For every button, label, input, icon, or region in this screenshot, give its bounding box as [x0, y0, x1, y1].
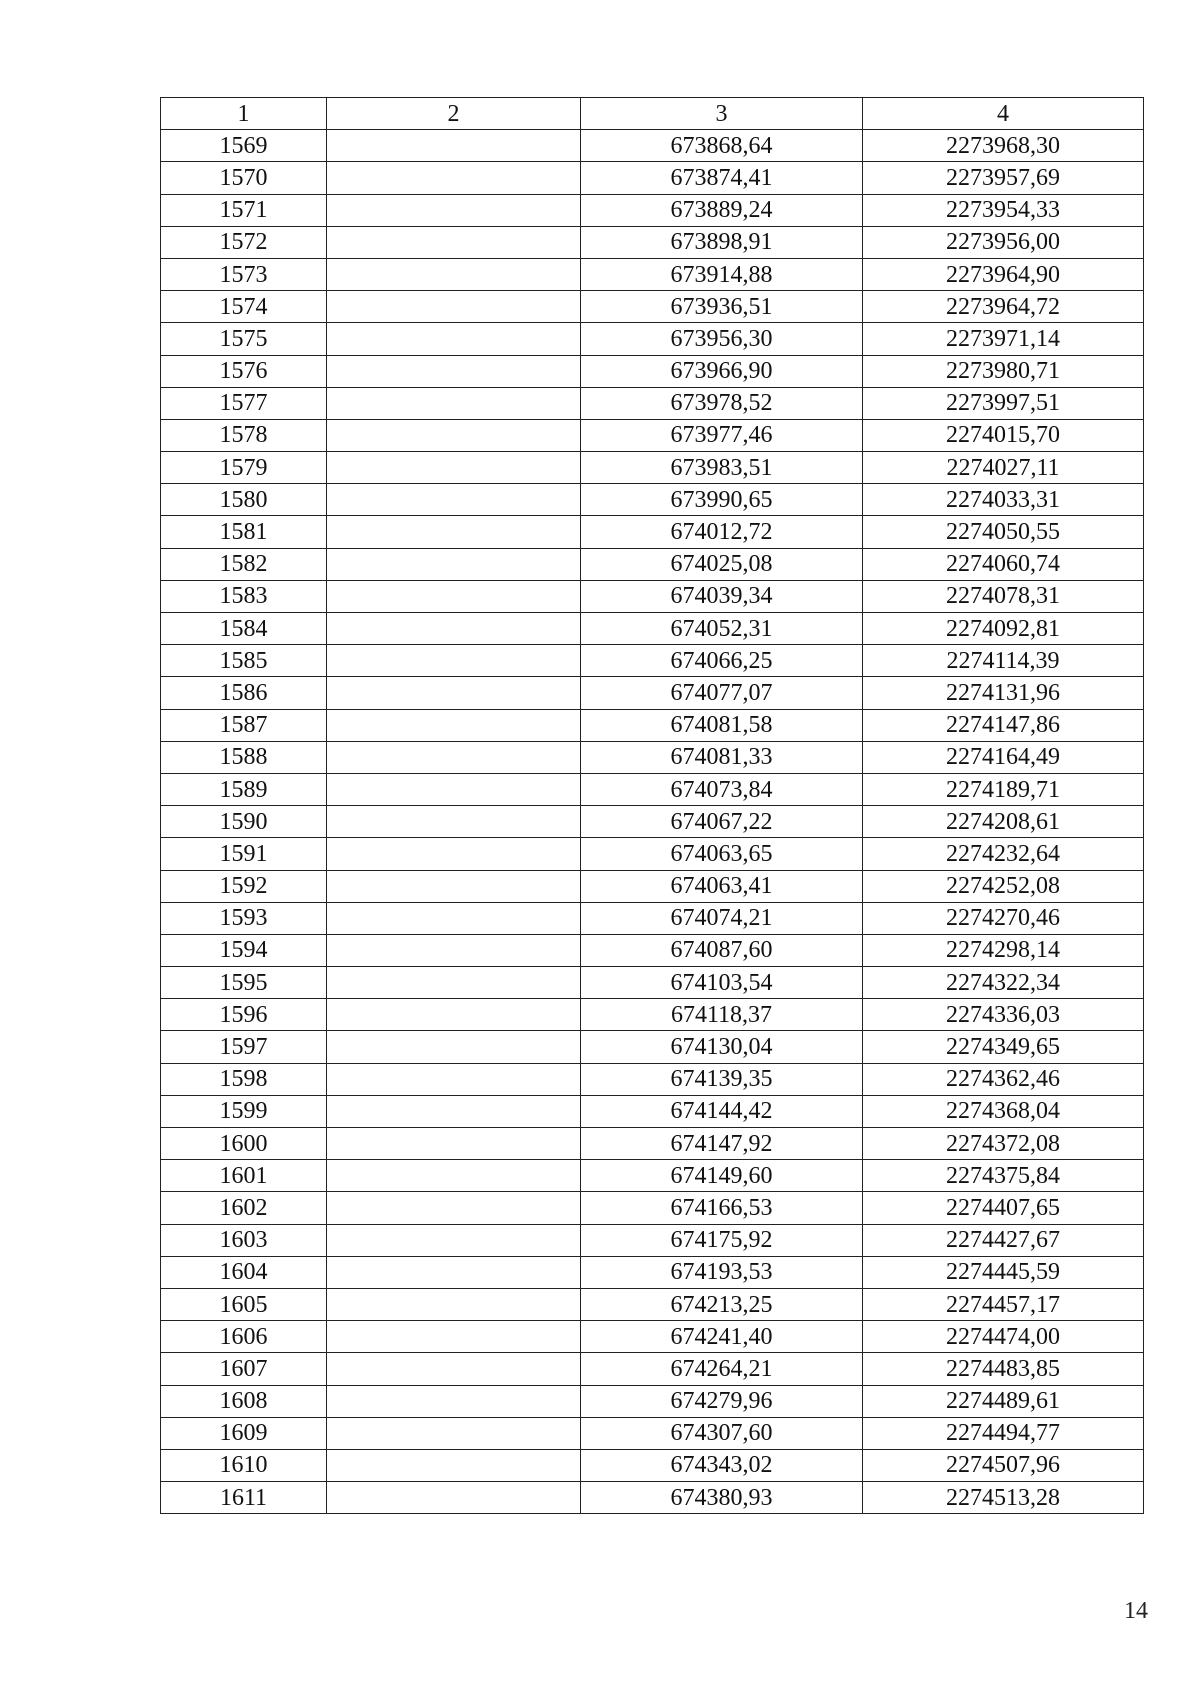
y-coordinate-cell: 2274027,11: [863, 452, 1144, 484]
x-coordinate-cell: 674081,58: [581, 709, 863, 741]
y-coordinate-cell: 2273971,14: [863, 323, 1144, 355]
table-row: [161, 355, 1144, 387]
x-coordinate-cell: 674077,07: [581, 677, 863, 709]
x-coordinate-cell: 674063,65: [581, 838, 863, 870]
point-number-cell: 1591: [161, 838, 327, 870]
y-coordinate-cell: 2274232,64: [863, 838, 1144, 870]
table-row: [161, 645, 1144, 677]
y-coordinate-cell: 2273980,71: [863, 355, 1144, 387]
point-number-cell: 1605: [161, 1288, 327, 1320]
x-coordinate-cell: 673990,65: [581, 484, 863, 516]
table-row: [161, 677, 1144, 709]
column-2-cell: [327, 1482, 581, 1514]
table-row: [161, 1031, 1144, 1063]
point-number-cell: 1590: [161, 806, 327, 838]
table-row: [161, 162, 1144, 194]
table-row: [161, 1353, 1144, 1385]
point-number-cell: 1594: [161, 934, 327, 966]
point-number-cell: 1578: [161, 419, 327, 451]
column-2-cell: [327, 516, 581, 548]
column-2-cell: [327, 387, 581, 419]
x-coordinate-cell: 674279,96: [581, 1385, 863, 1417]
header-cell-1: 1: [161, 98, 327, 130]
table-row: [161, 1482, 1144, 1514]
column-2-cell: [327, 806, 581, 838]
x-coordinate-cell: 674213,25: [581, 1288, 863, 1320]
y-coordinate-cell: 2274368,04: [863, 1095, 1144, 1127]
column-2-cell: [327, 1031, 581, 1063]
point-number-cell: 1581: [161, 516, 327, 548]
y-coordinate-cell: 2273964,90: [863, 258, 1144, 290]
table-row: [161, 1417, 1144, 1449]
column-2-cell: [327, 934, 581, 966]
point-number-cell: 1608: [161, 1385, 327, 1417]
point-number-cell: 1575: [161, 323, 327, 355]
column-2-cell: [327, 130, 581, 162]
table-row: [161, 806, 1144, 838]
table-row: [161, 1095, 1144, 1127]
table-row: [161, 1256, 1144, 1288]
table-row: [161, 1321, 1144, 1353]
point-number-cell: 1573: [161, 258, 327, 290]
table-row: [161, 1224, 1144, 1256]
y-coordinate-cell: 2274489,61: [863, 1385, 1144, 1417]
table-row: [161, 934, 1144, 966]
point-number-cell: 1596: [161, 999, 327, 1031]
column-2-cell: [327, 1321, 581, 1353]
y-coordinate-cell: 2273956,00: [863, 226, 1144, 258]
table-row: [161, 1160, 1144, 1192]
column-2-cell: [327, 452, 581, 484]
x-coordinate-cell: 674380,93: [581, 1482, 863, 1514]
table-row: [161, 902, 1144, 934]
table-row: [161, 580, 1144, 612]
column-2-cell: [327, 419, 581, 451]
x-coordinate-cell: 673874,41: [581, 162, 863, 194]
column-2-cell: [327, 902, 581, 934]
y-coordinate-cell: 2274270,46: [863, 902, 1144, 934]
table-row: [161, 194, 1144, 226]
y-coordinate-cell: 2274298,14: [863, 934, 1144, 966]
y-coordinate-cell: 2274033,31: [863, 484, 1144, 516]
x-coordinate-cell: 674039,34: [581, 580, 863, 612]
x-coordinate-cell: 674052,31: [581, 613, 863, 645]
y-coordinate-cell: 2274060,74: [863, 548, 1144, 580]
point-number-cell: 1610: [161, 1449, 327, 1481]
x-coordinate-cell: 674175,92: [581, 1224, 863, 1256]
table-row: [161, 1288, 1144, 1320]
x-coordinate-cell: 674081,33: [581, 741, 863, 773]
y-coordinate-cell: 2274252,08: [863, 870, 1144, 902]
column-2-cell: [327, 1385, 581, 1417]
table-row: [161, 291, 1144, 323]
table-row: [161, 1385, 1144, 1417]
y-coordinate-cell: 2273957,69: [863, 162, 1144, 194]
y-coordinate-cell: 2273964,72: [863, 291, 1144, 323]
point-number-cell: 1577: [161, 387, 327, 419]
column-2-cell: [327, 773, 581, 805]
point-number-cell: 1601: [161, 1160, 327, 1192]
column-2-cell: [327, 1449, 581, 1481]
y-coordinate-cell: 2274483,85: [863, 1353, 1144, 1385]
x-coordinate-cell: 674264,21: [581, 1353, 863, 1385]
column-2-cell: [327, 1192, 581, 1224]
column-2-cell: [327, 613, 581, 645]
point-number-cell: 1607: [161, 1353, 327, 1385]
column-2-cell: [327, 1224, 581, 1256]
y-coordinate-cell: 2274147,86: [863, 709, 1144, 741]
y-coordinate-cell: 2274372,08: [863, 1128, 1144, 1160]
table-row: [161, 548, 1144, 580]
x-coordinate-cell: 674087,60: [581, 934, 863, 966]
y-coordinate-cell: 2274050,55: [863, 516, 1144, 548]
table-row: [161, 773, 1144, 805]
y-coordinate-cell: 2274494,77: [863, 1417, 1144, 1449]
y-coordinate-cell: 2274078,31: [863, 580, 1144, 612]
y-coordinate-cell: 2274164,49: [863, 741, 1144, 773]
y-coordinate-cell: 2274092,81: [863, 613, 1144, 645]
table-row: [161, 1449, 1144, 1481]
table-row: [161, 1128, 1144, 1160]
x-coordinate-cell: 674103,54: [581, 967, 863, 999]
point-number-cell: 1580: [161, 484, 327, 516]
table-header-row: [161, 98, 1144, 130]
column-2-cell: [327, 1353, 581, 1385]
column-2-cell: [327, 1128, 581, 1160]
table-row: [161, 1192, 1144, 1224]
column-2-cell: [327, 870, 581, 902]
x-coordinate-cell: 674012,72: [581, 516, 863, 548]
x-coordinate-cell: 674144,42: [581, 1095, 863, 1127]
point-number-cell: 1599: [161, 1095, 327, 1127]
y-coordinate-cell: 2274474,00: [863, 1321, 1144, 1353]
point-number-cell: 1602: [161, 1192, 327, 1224]
column-2-cell: [327, 645, 581, 677]
point-number-cell: 1606: [161, 1321, 327, 1353]
table-row: [161, 452, 1144, 484]
x-coordinate-cell: 673978,52: [581, 387, 863, 419]
column-2-cell: [327, 1417, 581, 1449]
table-row: [161, 226, 1144, 258]
y-coordinate-cell: 2274189,71: [863, 773, 1144, 805]
column-2-cell: [327, 1160, 581, 1192]
column-2-cell: [327, 1288, 581, 1320]
point-number-cell: 1582: [161, 548, 327, 580]
x-coordinate-cell: 674139,35: [581, 1063, 863, 1095]
column-2-cell: [327, 291, 581, 323]
column-2-cell: [327, 741, 581, 773]
table-row: [161, 258, 1144, 290]
x-coordinate-cell: 674149,60: [581, 1160, 863, 1192]
point-number-cell: 1603: [161, 1224, 327, 1256]
column-2-cell: [327, 258, 581, 290]
y-coordinate-cell: 2273968,30: [863, 130, 1144, 162]
x-coordinate-cell: 674066,25: [581, 645, 863, 677]
point-number-cell: 1583: [161, 580, 327, 612]
point-number-cell: 1592: [161, 870, 327, 902]
y-coordinate-cell: 2274336,03: [863, 999, 1144, 1031]
point-number-cell: 1570: [161, 162, 327, 194]
x-coordinate-cell: 673868,64: [581, 130, 863, 162]
y-coordinate-cell: 2274322,34: [863, 967, 1144, 999]
column-2-cell: [327, 1063, 581, 1095]
point-number-cell: 1584: [161, 613, 327, 645]
table-row: [161, 323, 1144, 355]
point-number-cell: 1611: [161, 1482, 327, 1514]
y-coordinate-cell: 2274457,17: [863, 1288, 1144, 1320]
y-coordinate-cell: 2274131,96: [863, 677, 1144, 709]
x-coordinate-cell: 673956,30: [581, 323, 863, 355]
x-coordinate-cell: 673983,51: [581, 452, 863, 484]
x-coordinate-cell: 674130,04: [581, 1031, 863, 1063]
x-coordinate-cell: 674118,37: [581, 999, 863, 1031]
coordinates-table: [160, 97, 1144, 1514]
x-coordinate-cell: 674307,60: [581, 1417, 863, 1449]
y-coordinate-cell: 2273997,51: [863, 387, 1144, 419]
header-cell-3: 3: [581, 98, 863, 130]
point-number-cell: 1585: [161, 645, 327, 677]
column-2-cell: [327, 548, 581, 580]
point-number-cell: 1571: [161, 194, 327, 226]
y-coordinate-cell: 2274362,46: [863, 1063, 1144, 1095]
y-coordinate-cell: 2274427,67: [863, 1224, 1144, 1256]
x-coordinate-cell: 673914,88: [581, 258, 863, 290]
table-row: [161, 709, 1144, 741]
y-coordinate-cell: 2274507,96: [863, 1449, 1144, 1481]
column-2-cell: [327, 677, 581, 709]
point-number-cell: 1587: [161, 709, 327, 741]
page-number: 14: [1124, 1598, 1148, 1624]
x-coordinate-cell: 673889,24: [581, 194, 863, 226]
x-coordinate-cell: 674343,02: [581, 1449, 863, 1481]
x-coordinate-cell: 674241,40: [581, 1321, 863, 1353]
x-coordinate-cell: 673936,51: [581, 291, 863, 323]
column-2-cell: [327, 162, 581, 194]
table-row: [161, 613, 1144, 645]
x-coordinate-cell: 674074,21: [581, 902, 863, 934]
y-coordinate-cell: 2274407,65: [863, 1192, 1144, 1224]
point-number-cell: 1576: [161, 355, 327, 387]
point-number-cell: 1604: [161, 1256, 327, 1288]
column-2-cell: [327, 999, 581, 1031]
column-2-cell: [327, 323, 581, 355]
x-coordinate-cell: 674147,92: [581, 1128, 863, 1160]
point-number-cell: 1597: [161, 1031, 327, 1063]
table-row: [161, 516, 1144, 548]
coordinates-table-body: [161, 98, 1144, 1514]
table-row: [161, 419, 1144, 451]
y-coordinate-cell: 2274114,39: [863, 645, 1144, 677]
y-coordinate-cell: 2274513,28: [863, 1482, 1144, 1514]
x-coordinate-cell: 673898,91: [581, 226, 863, 258]
point-number-cell: 1595: [161, 967, 327, 999]
y-coordinate-cell: 2274208,61: [863, 806, 1144, 838]
column-2-cell: [327, 967, 581, 999]
header-cell-2: 2: [327, 98, 581, 130]
column-2-cell: [327, 838, 581, 870]
table-row: [161, 999, 1144, 1031]
column-2-cell: [327, 1095, 581, 1127]
column-2-cell: [327, 484, 581, 516]
x-coordinate-cell: 673966,90: [581, 355, 863, 387]
x-coordinate-cell: 674073,84: [581, 773, 863, 805]
point-number-cell: 1609: [161, 1417, 327, 1449]
point-number-cell: 1588: [161, 741, 327, 773]
header-cell-4: 4: [863, 98, 1144, 130]
x-coordinate-cell: 673977,46: [581, 419, 863, 451]
table-row: [161, 130, 1144, 162]
x-coordinate-cell: 674063,41: [581, 870, 863, 902]
point-number-cell: 1579: [161, 452, 327, 484]
y-coordinate-cell: 2274349,65: [863, 1031, 1144, 1063]
column-2-cell: [327, 709, 581, 741]
point-number-cell: 1572: [161, 226, 327, 258]
point-number-cell: 1589: [161, 773, 327, 805]
y-coordinate-cell: 2274375,84: [863, 1160, 1144, 1192]
point-number-cell: 1569: [161, 130, 327, 162]
column-2-cell: [327, 194, 581, 226]
x-coordinate-cell: 674166,53: [581, 1192, 863, 1224]
table-row: [161, 870, 1144, 902]
y-coordinate-cell: 2273954,33: [863, 194, 1144, 226]
y-coordinate-cell: 2274015,70: [863, 419, 1144, 451]
column-2-cell: [327, 226, 581, 258]
point-number-cell: 1600: [161, 1128, 327, 1160]
x-coordinate-cell: 674067,22: [581, 806, 863, 838]
point-number-cell: 1586: [161, 677, 327, 709]
column-2-cell: [327, 580, 581, 612]
column-2-cell: [327, 1256, 581, 1288]
table-row: [161, 741, 1144, 773]
x-coordinate-cell: 674193,53: [581, 1256, 863, 1288]
table-row: [161, 1063, 1144, 1095]
table-row: [161, 484, 1144, 516]
point-number-cell: 1598: [161, 1063, 327, 1095]
point-number-cell: 1574: [161, 291, 327, 323]
table-row: [161, 387, 1144, 419]
y-coordinate-cell: 2274445,59: [863, 1256, 1144, 1288]
column-2-cell: [327, 355, 581, 387]
point-number-cell: 1593: [161, 902, 327, 934]
table-row: [161, 967, 1144, 999]
x-coordinate-cell: 674025,08: [581, 548, 863, 580]
table-row: [161, 838, 1144, 870]
